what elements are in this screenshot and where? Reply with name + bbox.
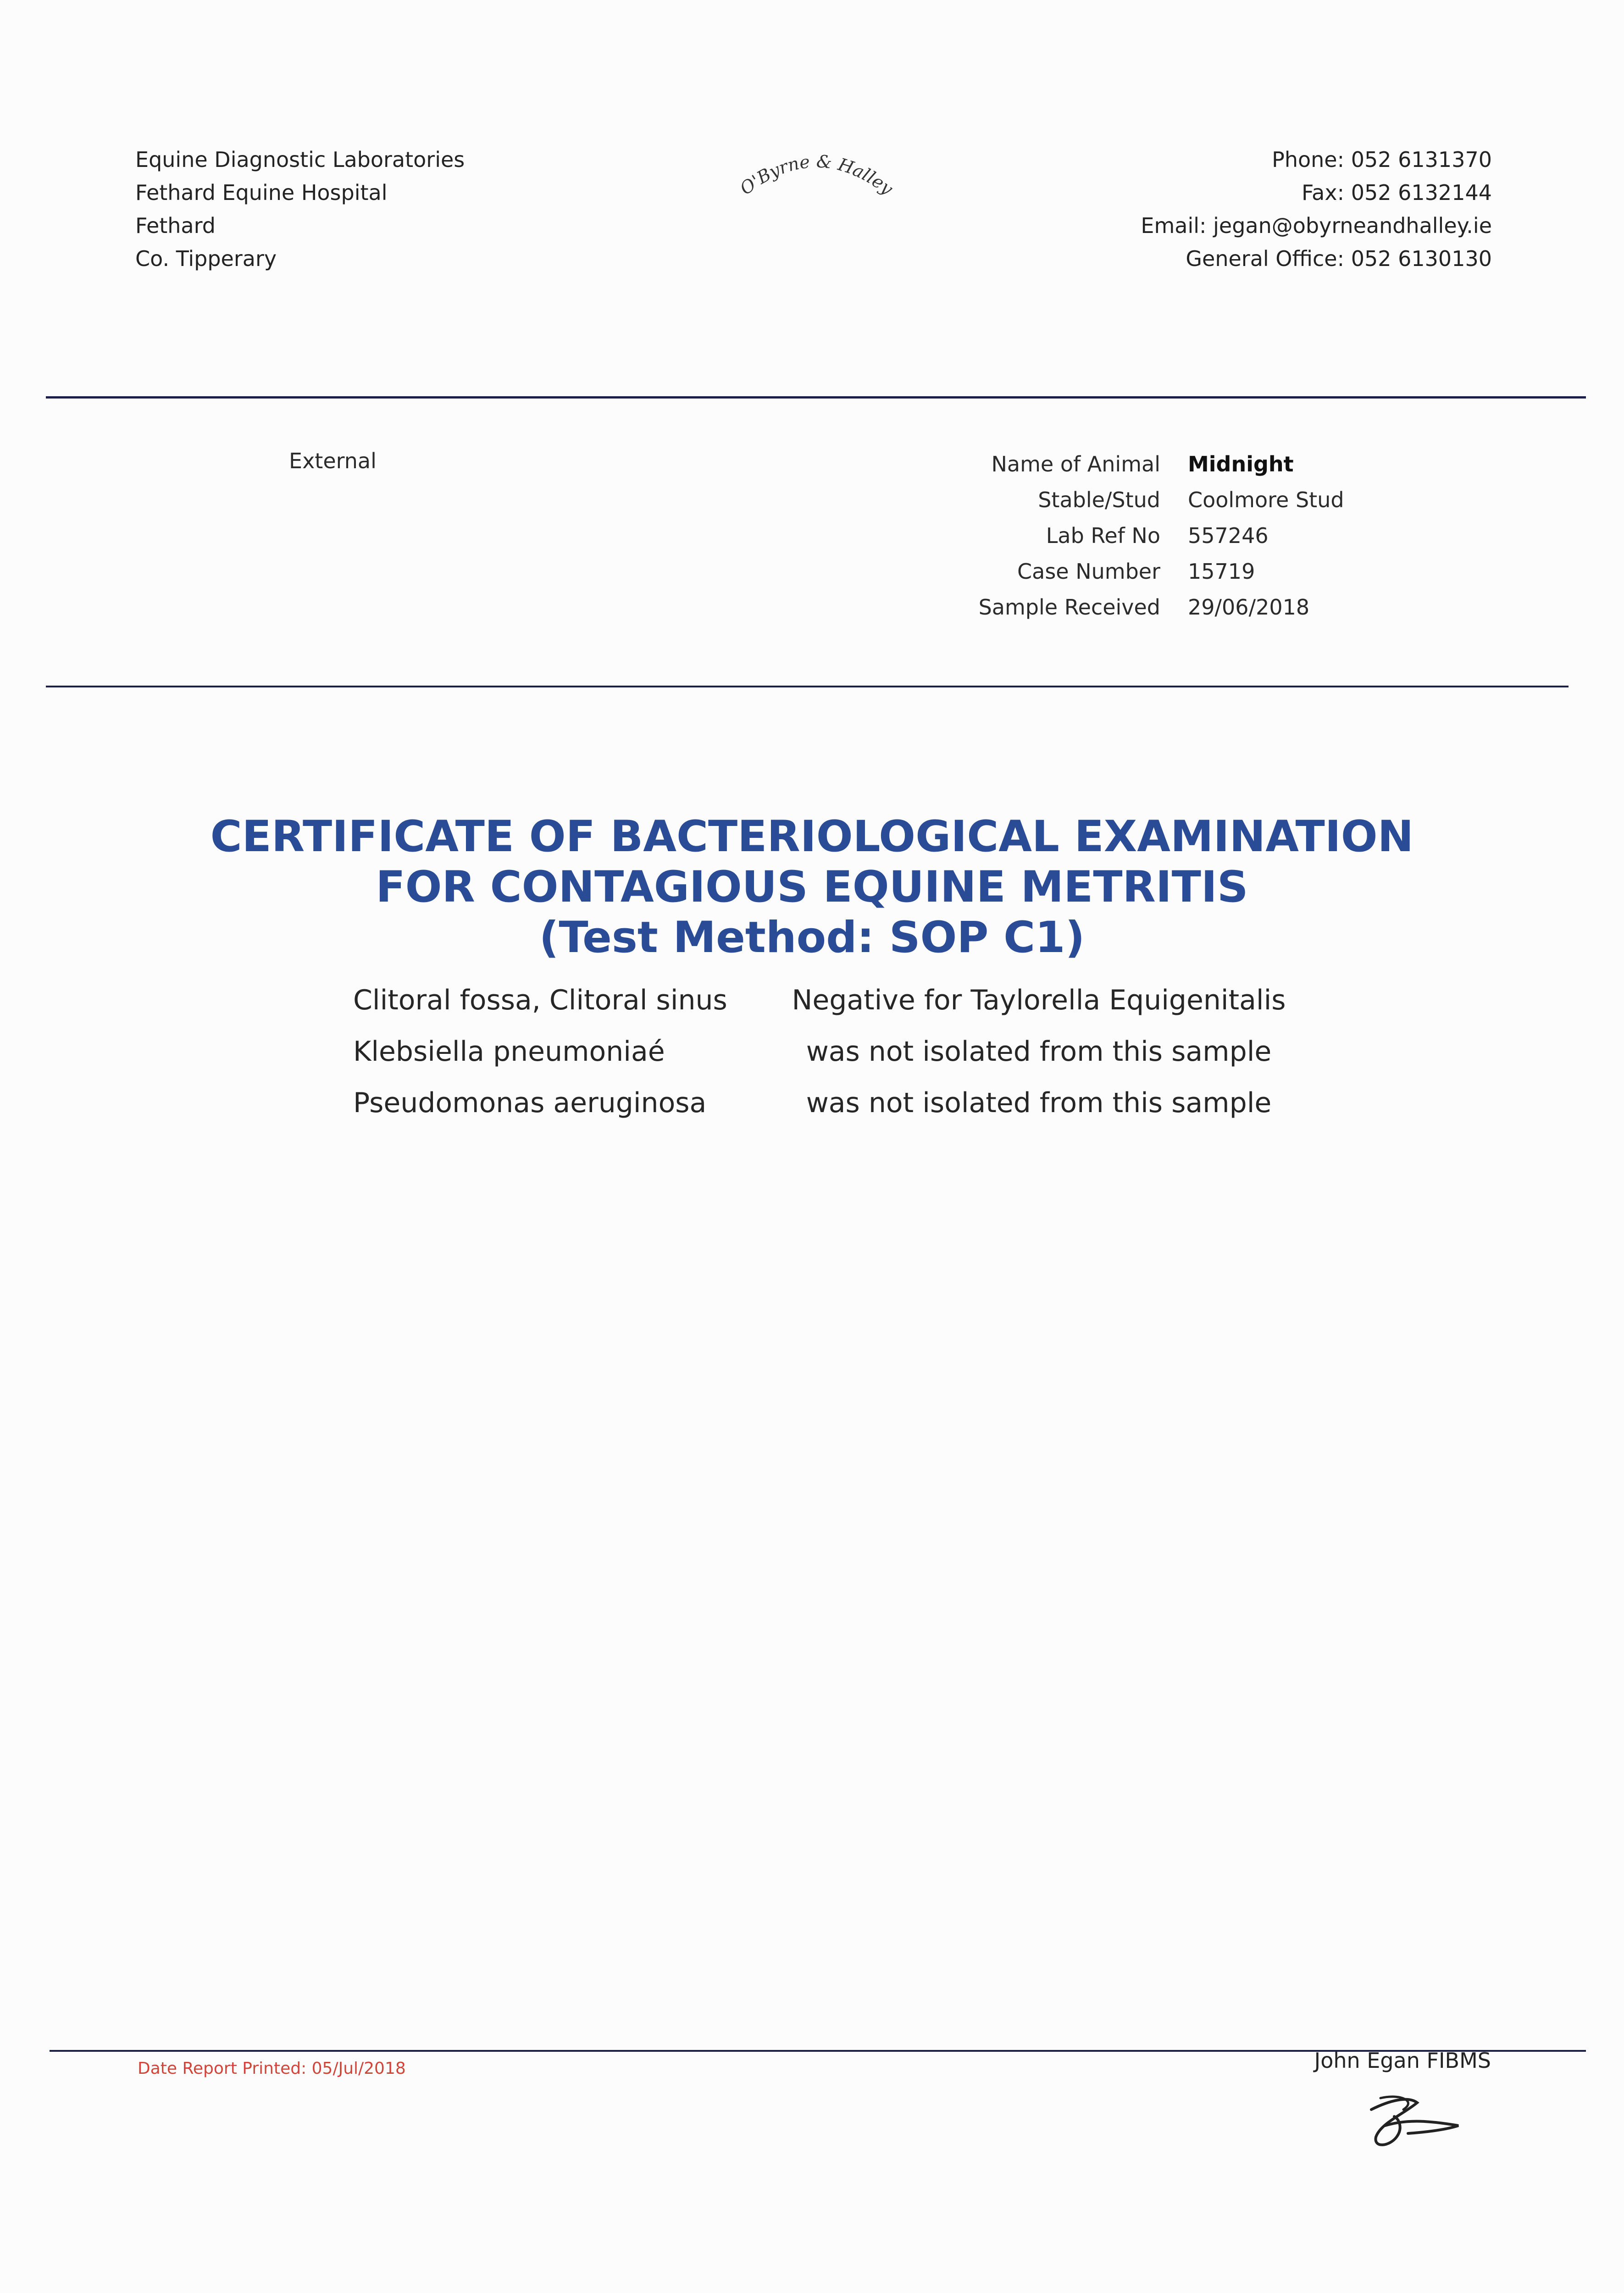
title-line: FOR CONTAGIOUS EQUINE METRITIS: [376, 862, 1248, 912]
result-subject: Klebsiella pneumoniaé: [353, 1036, 665, 1068]
info-value: 557246: [1188, 523, 1269, 548]
result-finding: was not isolated from this sample: [806, 1087, 1272, 1119]
info-value: Coolmore Stud: [1188, 487, 1344, 512]
info-label: Sample Received: [978, 595, 1160, 620]
logo-text: O'Byrne & Halley: [736, 151, 897, 199]
client-type: External: [289, 449, 377, 473]
title-line: (Test Method: SOP C1): [539, 913, 1085, 963]
signer-name: John Egan FIBMS: [1314, 2048, 1491, 2073]
info-row: [963, 446, 1344, 482]
signature-icon: [1353, 2082, 1491, 2160]
lab-address: [135, 143, 465, 275]
certificate-title: [0, 812, 1624, 963]
contact-info: [1141, 143, 1492, 275]
info-label: Stable/Stud: [1038, 487, 1160, 512]
info-value: 29/06/2018: [1188, 595, 1310, 620]
date-printed: Date Report Printed: 05/Jul/2018: [138, 2059, 406, 2078]
address-line: Fethard Equine Hospital: [135, 180, 388, 205]
svg-text:O'Byrne & Halley: [736, 151, 897, 199]
animal-info: [963, 446, 1344, 625]
result-finding: Negative for Taylorella Equigenitalis: [792, 984, 1286, 1016]
result-row: [353, 975, 1293, 1026]
result-row: [353, 1026, 1293, 1077]
info-divider: [46, 686, 1569, 687]
result-finding: was not isolated from this sample: [806, 1036, 1272, 1068]
info-label: Name of Animal: [991, 452, 1160, 476]
info-label: Case Number: [1017, 559, 1160, 584]
title-line: CERTIFICATE OF BACTERIOLOGICAL EXAMINATION: [210, 812, 1414, 862]
address-line: Fethard: [135, 213, 216, 238]
address-line: Equine Diagnostic Laboratories: [135, 147, 465, 172]
company-logo: [725, 138, 908, 216]
info-value: 15719: [1188, 559, 1255, 584]
info-row: [963, 554, 1344, 589]
email: Email: jegan@obyrneandhalley.ie: [1141, 213, 1492, 238]
result-subject: Clitoral fossa, Clitoral sinus: [353, 984, 727, 1016]
info-row: [963, 518, 1344, 554]
result-subject: Pseudomonas aeruginosa: [353, 1087, 707, 1119]
info-row: [963, 482, 1344, 518]
info-label: Lab Ref No: [1046, 523, 1160, 548]
address-line: Co. Tipperary: [135, 246, 277, 271]
header-divider: [46, 396, 1586, 399]
result-row: [353, 1077, 1293, 1129]
info-row: [963, 589, 1344, 625]
info-value: Midnight: [1188, 452, 1294, 476]
fax: Fax: 052 6132144: [1301, 180, 1492, 205]
results-table: [353, 975, 1293, 1129]
phone: Phone: 052 6131370: [1272, 147, 1492, 172]
general-office: General Office: 052 6130130: [1186, 246, 1492, 271]
